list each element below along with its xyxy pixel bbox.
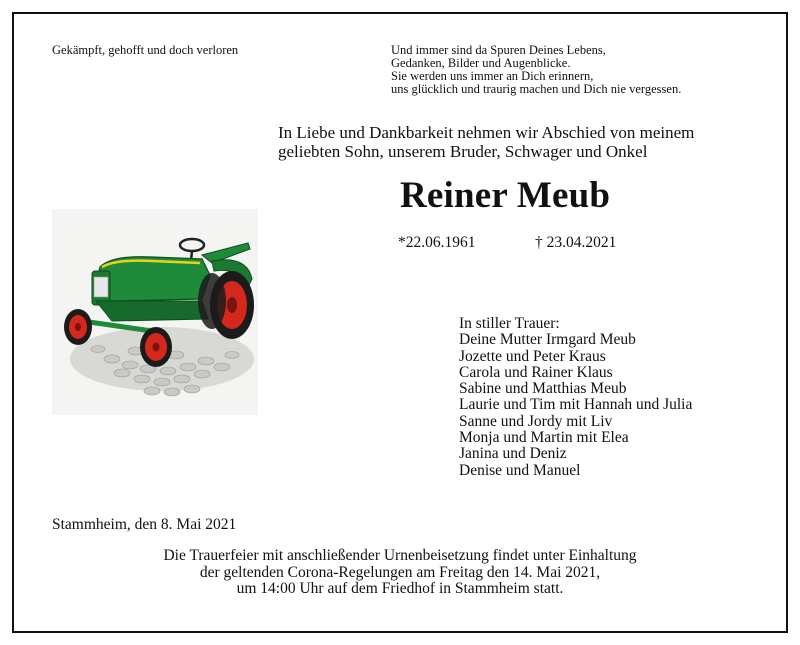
- intro-line: In Liebe und Dankbarkeit nehmen wir Abschied von meinem: [278, 123, 695, 142]
- tractor-image: [52, 209, 258, 415]
- intro-text: [278, 123, 694, 161]
- place-date: Stammheim, den 8. Mai 2021: [52, 516, 237, 533]
- verse-line: Sie werden uns immer an Dich erinnern,: [391, 69, 594, 83]
- notice-line: um 14:00 Uhr auf dem Friedhof in Stammheim statt.: [236, 580, 564, 598]
- verse-right: [391, 44, 681, 96]
- obituary-frame: [12, 12, 788, 633]
- mourner-line: Carola und Rainer Klaus: [459, 363, 613, 381]
- birth-date: *22.06.1961: [398, 234, 476, 251]
- verse-left: Gekämpft, gehofft und doch verloren: [52, 43, 239, 57]
- verse-line: Gedanken, Bilder und Augenblicke.: [391, 56, 571, 70]
- front-wheel-right: [140, 327, 172, 367]
- mourner-line: Laurie und Tim mit Hannah und Julia: [459, 396, 693, 414]
- mourner-line: Janina und Deniz: [459, 445, 567, 463]
- mourners-list: [459, 316, 692, 479]
- verse-line: Und immer sind da Spuren Deines Lebens,: [391, 43, 606, 57]
- verse-line: uns glücklich und traurig machen und Dich nie vergessen.: [391, 82, 682, 96]
- notice-line: Die Trauerfeier mit anschließender Urnenbeisetzung findet unter Einhaltung: [163, 547, 637, 564]
- deceased-name: Reiner Meub: [400, 175, 611, 216]
- mourner-line: Deine Mutter Irmgard Meub: [459, 331, 636, 349]
- front-wheel-left: [64, 309, 92, 345]
- mourner-line: Sanne und Jordy mit Liv: [459, 412, 613, 430]
- intro-line: geliebten Sohn, unserem Bruder, Schwager und Onkel: [278, 142, 648, 161]
- mourner-line: Denise und Manuel: [459, 461, 581, 479]
- tractor-illustration: [52, 209, 258, 415]
- funeral-notice: [14, 548, 786, 598]
- mourner-line: Sabine und Matthias Meub: [459, 380, 627, 398]
- notice-line: der geltenden Corona-Regelungen am Freitag den 14. Mai 2021,: [199, 563, 601, 581]
- mourner-line: Jozette und Peter Kraus: [459, 347, 606, 365]
- mourner-line: Monja und Martin mit Elea: [459, 429, 629, 447]
- death-date: † 23.04.2021: [535, 234, 617, 251]
- mourners-heading: In stiller Trauer:: [459, 315, 560, 332]
